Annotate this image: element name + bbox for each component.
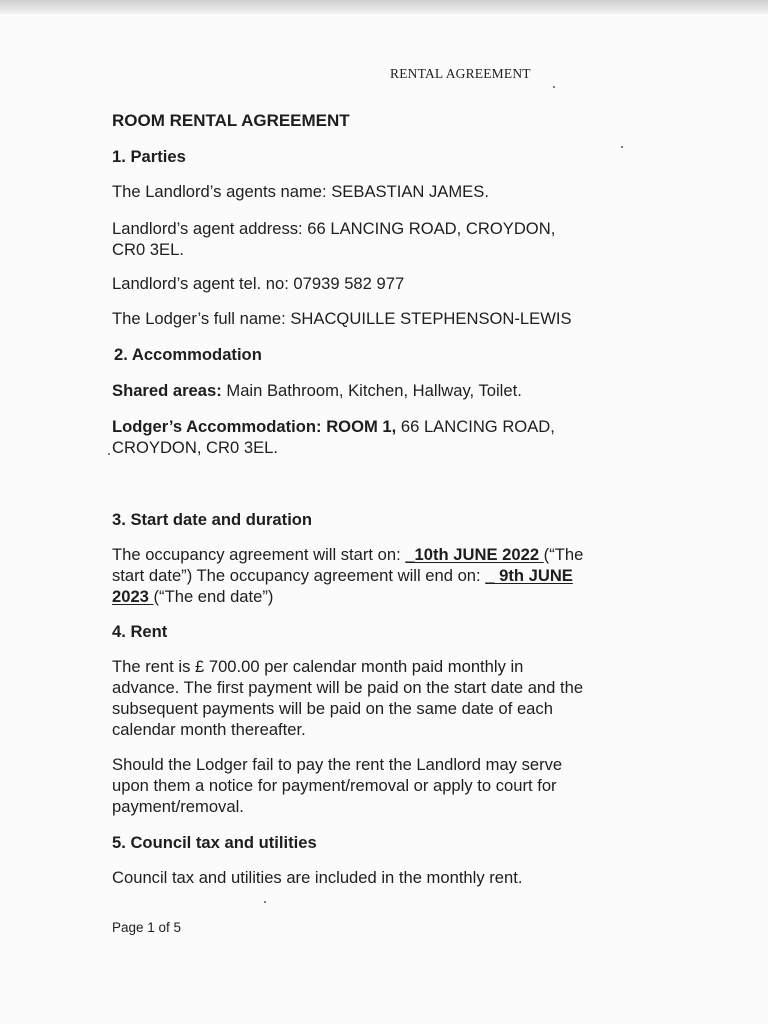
shared-areas [112, 380, 522, 401]
rent-p2-line3: payment/removal. [112, 797, 244, 816]
section-heading-start: 3. Start date and duration [112, 510, 313, 529]
start-line1-text: The occupancy agreement will start on: [112, 545, 406, 564]
running-header: RENTAL AGREEMENT [390, 66, 531, 81]
end-date-part1: _ 9th JUNE [485, 566, 573, 585]
end-date-part2: 2023 [112, 587, 154, 606]
page-number: Page 1 of 5 [112, 920, 182, 935]
section-heading-accommodation: 2. Accommodation [114, 345, 262, 364]
agent-address-line1: Landlord’s agent address: 66 LANCING ROAD, CROYDON, [112, 219, 556, 238]
lodger-accommodation-value: 66 LANCING ROAD, [396, 417, 555, 436]
scan-speck [108, 453, 110, 455]
council-text: Council tax and utilities are included in the monthly rent. [112, 868, 523, 887]
scan-speck [621, 146, 623, 148]
section-heading-council: 5. Council tax and utilities [112, 833, 317, 852]
lodger-accommodation-line2: CROYDON, CR0 3EL. [112, 438, 278, 457]
rent-p1-line4: calendar month thereafter. [112, 720, 306, 739]
rent-p1-line3: subsequent payments will be paid on the same date of each [112, 699, 553, 718]
shared-areas-value: Main Bathroom, Kitchen, Hallway, Toilet. [221, 381, 522, 400]
document-title: ROOM RENTAL AGREEMENT [112, 111, 350, 130]
agent-tel: Landlord’s agent tel. no: 07939 582 977 [112, 274, 405, 293]
start-line3-end: (“The end date”) [153, 587, 274, 606]
start-line2-text: start date”) The occupancy agreement will end on: [112, 566, 486, 585]
rent-p2-line1: Should the Lodger fail to pay the rent the Landlord may serve [112, 755, 563, 774]
agent-name: The Landlord’s agents name: SEBASTIAN JAMES. [112, 182, 489, 201]
lodger-name: The Lodger’s full name: SHACQUILLE STEPHENSON-LEWIS [112, 309, 572, 328]
start-date: _10th JUNE 2022 [405, 545, 544, 564]
start-line1 [112, 544, 583, 565]
section-heading-parties: 1. Parties [112, 147, 186, 166]
rent-p1-line1: The rent is £ 700.00 per calendar month paid monthly in [112, 657, 524, 676]
rent-p1-line2: advance. The first payment will be paid on the start date and the [112, 678, 584, 697]
shared-areas-label: Shared areas: [112, 381, 222, 400]
rent-p2-line2: upon them a notice for payment/removal or apply to court for [112, 776, 557, 795]
agent-address-line2: CR0 3EL. [112, 240, 184, 259]
lodger-accommodation-label: Lodger’s Accommodation: ROOM 1, [112, 417, 397, 436]
section-heading-rent: 4. Rent [112, 622, 168, 641]
start-line1-end: (“The [543, 545, 584, 564]
start-line2 [112, 565, 573, 586]
scan-speck [553, 86, 555, 88]
scan-speck [264, 901, 266, 903]
lodger-accommodation [112, 416, 555, 437]
start-line3 [112, 586, 273, 607]
